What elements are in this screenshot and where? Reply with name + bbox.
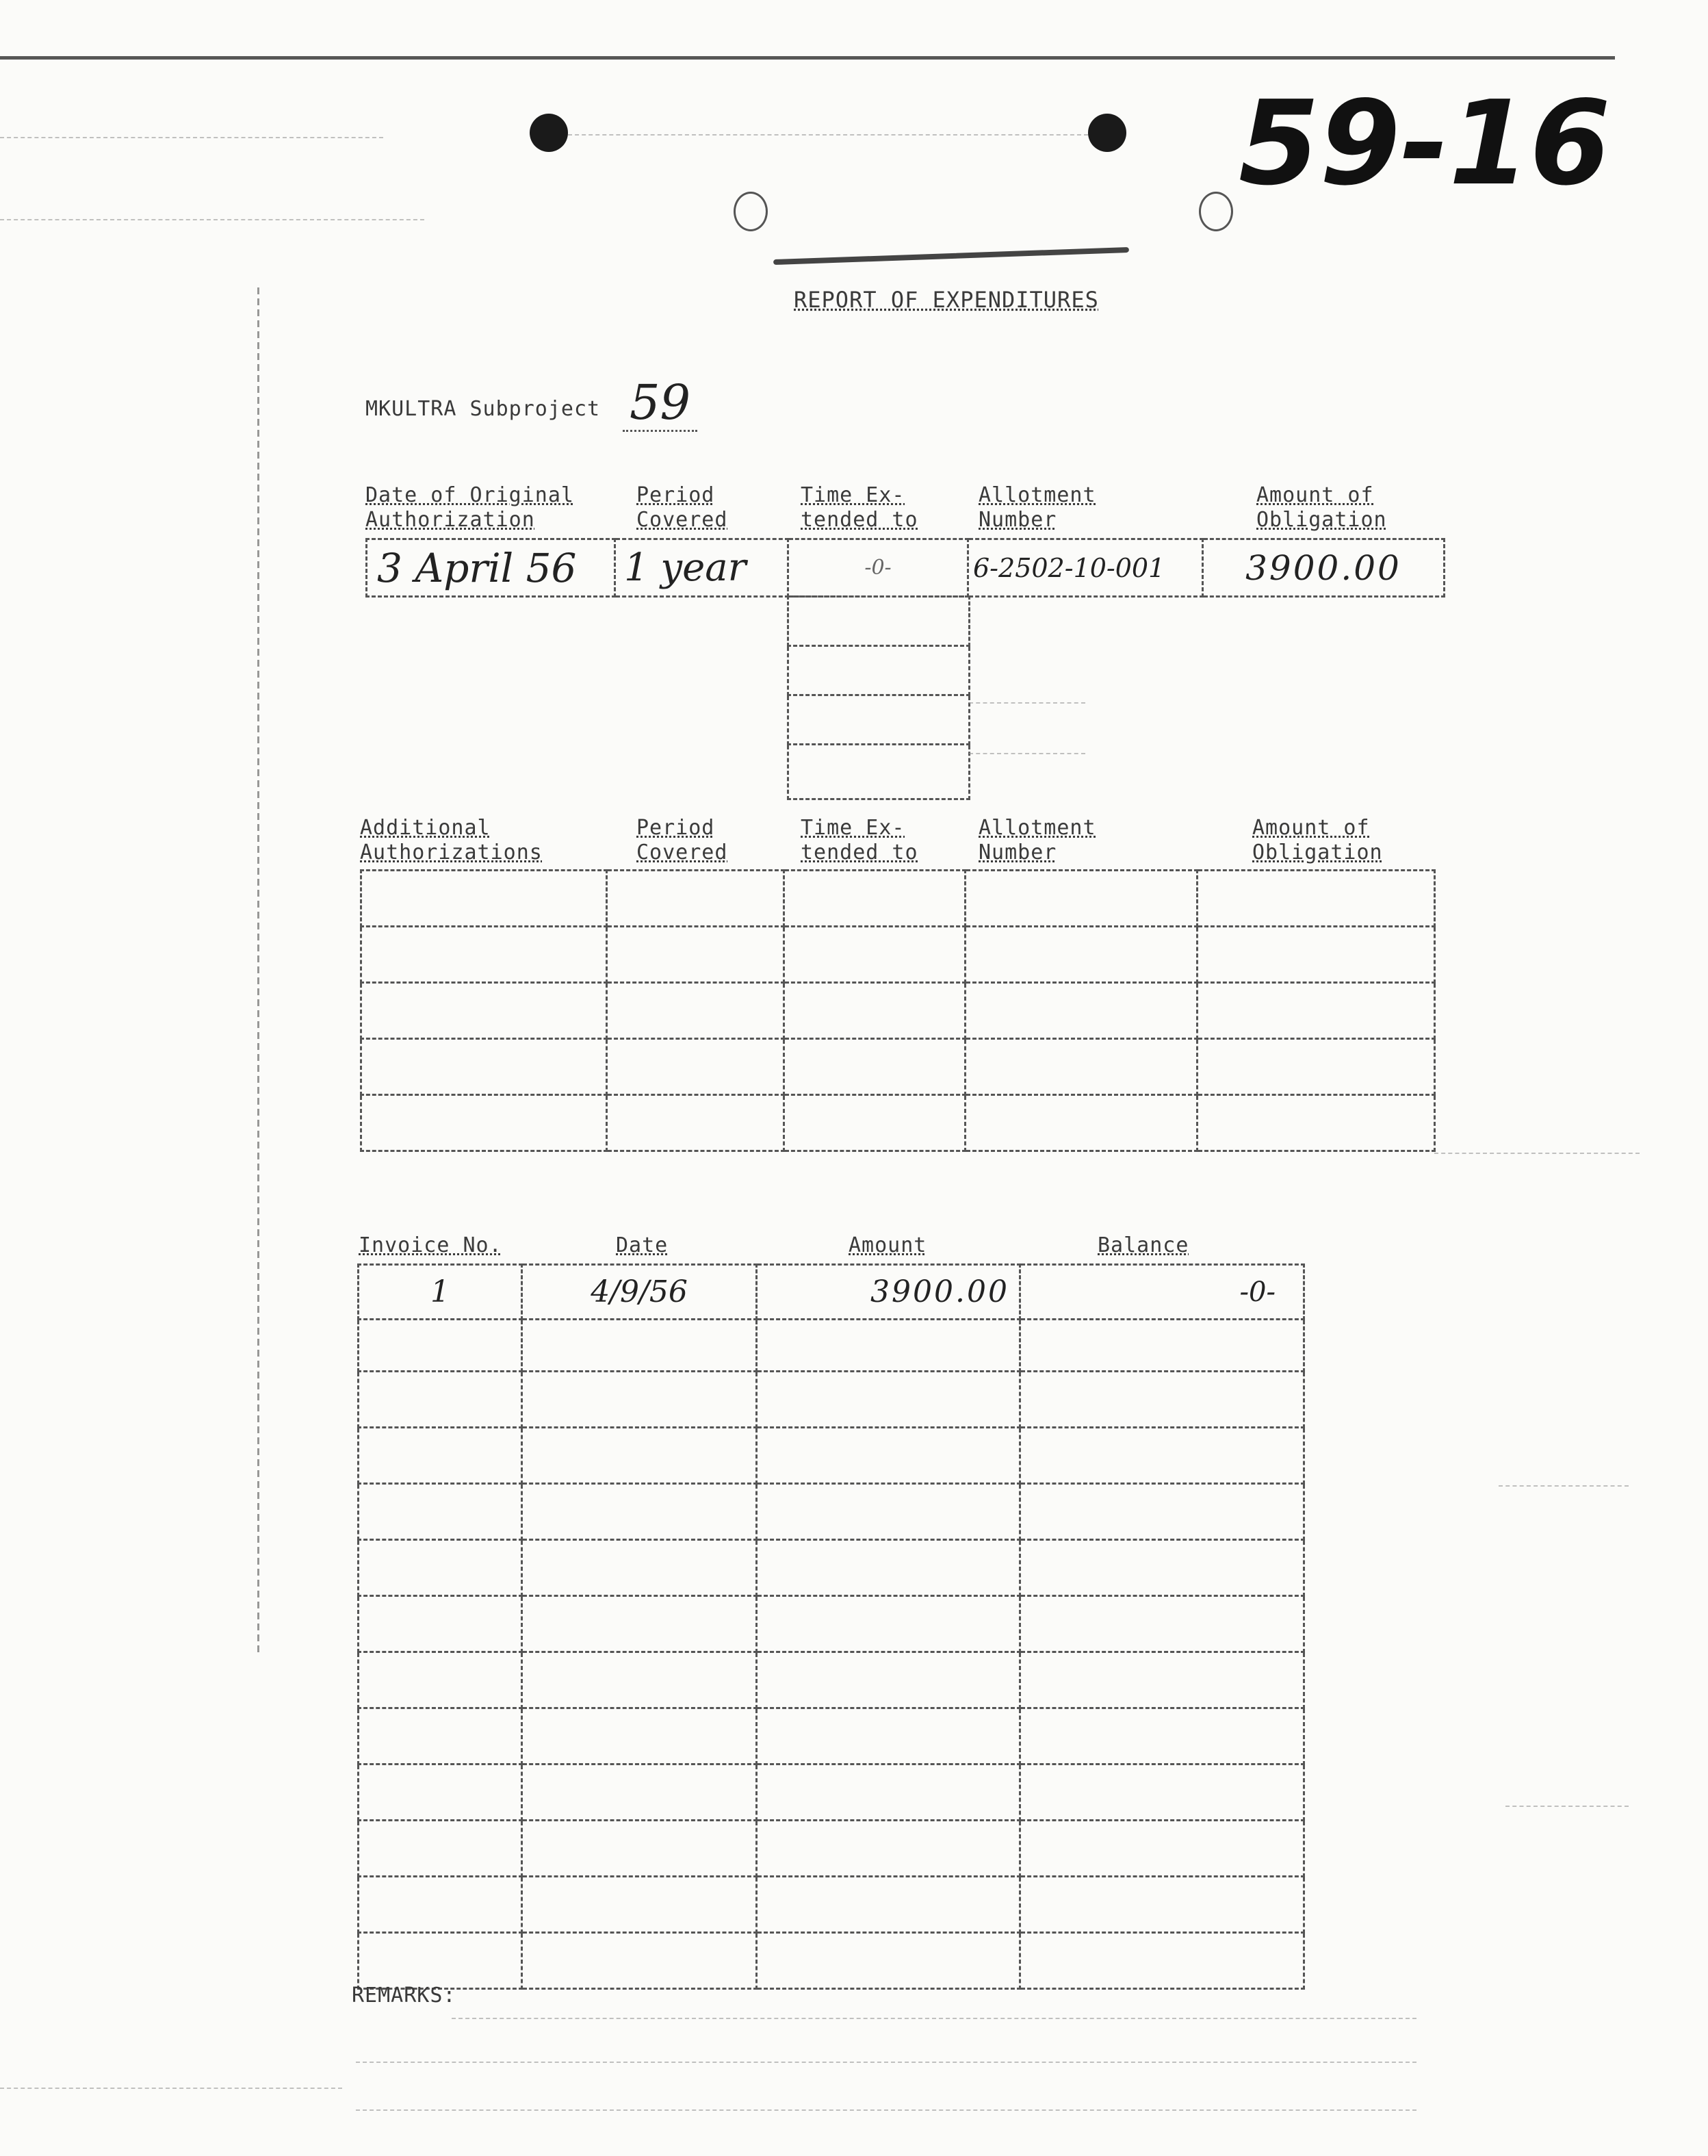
cell-allotment (968, 539, 1203, 597)
col-header-time-extended: Time Ex-tended to (801, 483, 918, 532)
col-header-period: Period Covered (636, 483, 728, 532)
col-header-invoice-amount: Amount (849, 1233, 927, 1257)
table-row (359, 1933, 1304, 1989)
scan-noise-line (1499, 1485, 1629, 1487)
remarks-line (356, 2062, 1416, 2063)
invoice-amount: 3900.00 (870, 1274, 1009, 1309)
col-header-date-original: Date of Original Authorization (365, 483, 574, 532)
cell-period (615, 539, 788, 597)
original-period: 1 year (624, 546, 747, 590)
subproject-label: MKULTRA Subproject (365, 397, 601, 421)
table-row (361, 1039, 1435, 1095)
original-time-extended: -0- (864, 556, 892, 580)
scan-noise-line (0, 219, 424, 220)
subproject-number: 59 (623, 375, 697, 432)
scan-noise-line (0, 2088, 342, 2089)
table-row (359, 1428, 1304, 1484)
pen-stroke (773, 247, 1129, 265)
binder-ring-right (1199, 192, 1233, 231)
cell-date (367, 539, 615, 597)
sheet-title: REPORT OF EXPENDITURES (794, 287, 1099, 313)
file-number: 59-16 (1239, 76, 1611, 211)
table-row (359, 1320, 1304, 1372)
remarks-line (356, 2109, 1416, 2111)
table-row (359, 1372, 1304, 1428)
col-header-period-2: Period Covered (636, 816, 728, 864)
table-row (359, 1764, 1304, 1821)
col-header-amount-2: Amount of Obligation (1252, 816, 1383, 864)
table-row (361, 871, 1435, 927)
col-header-invoice-date: Date (616, 1233, 669, 1257)
table-row (359, 1821, 1304, 1877)
table-row (361, 1095, 1435, 1151)
table-row (367, 539, 1445, 597)
table-row (361, 983, 1435, 1039)
cell-invoice-amount (757, 1265, 1020, 1320)
scan-noise-line (1505, 1806, 1629, 1807)
table-row (359, 1540, 1304, 1596)
table-row (359, 1708, 1304, 1764)
col-header-amount: Amount of Obligation (1256, 483, 1387, 532)
scan-edge (0, 56, 1615, 60)
punch-hole-right (1088, 114, 1126, 152)
additional-authorizations-table (360, 869, 1436, 1152)
table-row (359, 1265, 1304, 1320)
table-row (359, 1877, 1304, 1933)
original-allotment: 6-2502-10-001 (973, 552, 1165, 583)
original-authorization-table (365, 538, 1445, 598)
invoice-no: 1 (430, 1274, 450, 1309)
binder-ring-left (734, 192, 768, 231)
table-row (359, 1484, 1304, 1540)
col-header-invoice-no: Invoice No. (359, 1233, 502, 1257)
invoice-balance: -0- (1239, 1276, 1276, 1308)
original-date: 3 April 56 (377, 544, 577, 591)
cell-invoice-balance (1020, 1265, 1304, 1320)
scan-noise-line (1434, 1153, 1640, 1154)
table-row (359, 1652, 1304, 1708)
cell-invoice-date (522, 1265, 757, 1320)
cell-time-extended (788, 539, 968, 597)
allotment-blank-line (969, 702, 1085, 704)
remarks-line (452, 2018, 1416, 2019)
table-row (361, 927, 1435, 983)
col-header-invoice-balance: Balance (1098, 1233, 1189, 1257)
col-header-time-extended-2: Time Ex-tended to (801, 816, 918, 864)
punch-hole-left (530, 114, 568, 152)
col-header-allotment: Allotment Number (979, 483, 1096, 532)
invoice-date: 4/9/56 (591, 1274, 688, 1309)
scan-noise-line (0, 137, 383, 138)
cell-invoice-no (359, 1265, 522, 1320)
time-extension-boxes (787, 595, 970, 800)
header-line (568, 134, 1088, 136)
original-amount: 3900.00 (1245, 548, 1401, 588)
remarks-label: REMARKS: (352, 1984, 456, 2007)
col-header-additional: Additional Authorizations (360, 816, 543, 864)
cell-amount (1203, 539, 1445, 597)
col-header-allotment-2: Allotment Number (979, 816, 1096, 864)
invoices-table (357, 1263, 1305, 1990)
table-row (359, 1596, 1304, 1652)
allotment-blank-line (969, 753, 1085, 754)
left-margin-rule (257, 287, 259, 1656)
